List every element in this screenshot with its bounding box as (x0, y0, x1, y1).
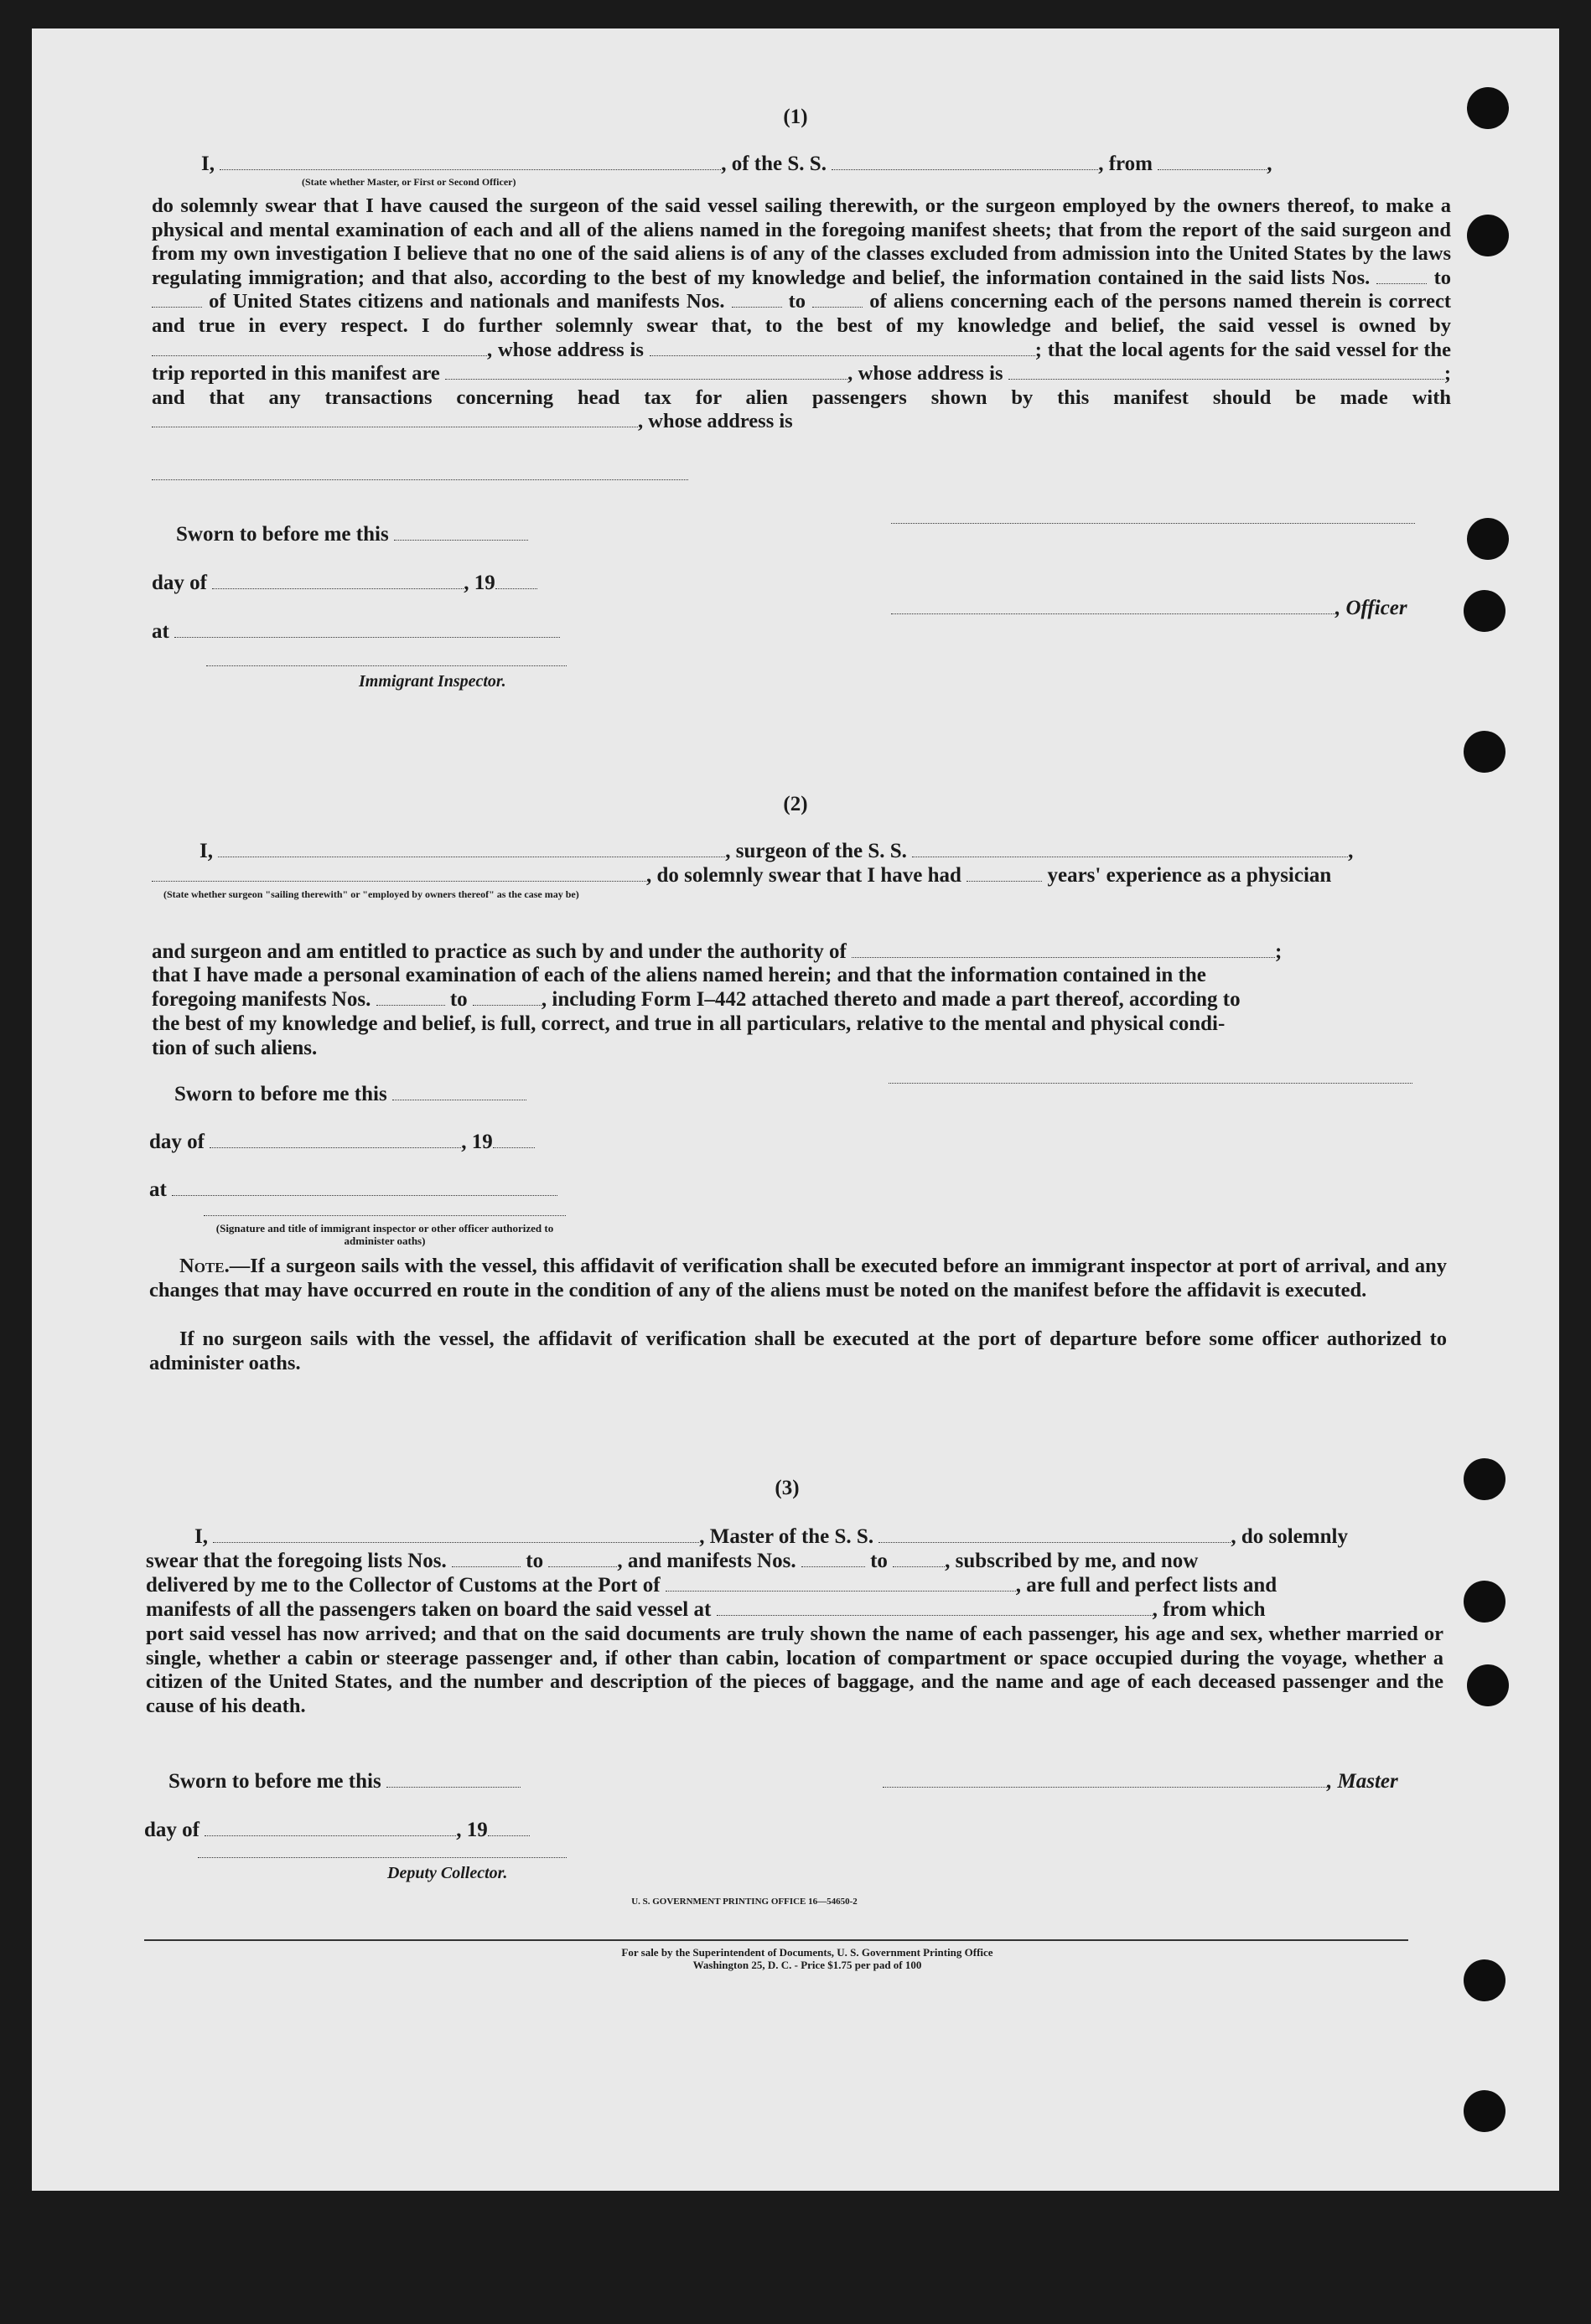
manifests-from-blank[interactable] (732, 290, 782, 308)
signature-blank[interactable] (891, 523, 1415, 524)
year-blank[interactable] (493, 1131, 535, 1148)
inspector-caption: Immigrant Inspector. (359, 672, 506, 691)
oath-body: port said vessel has now arrived; and that on the said documents are truly shown the name of each passenger, his age and sex, whether married or single, whether a cabin or steerage passenger and, if other than cabin, location of compartment or space occupied during the voyage, whether a citizen of the United States, and the number and description of the pieces of baggage, and the name and age of each deceased passenger and the cause of his death. (146, 1623, 1443, 1717)
text: passengers shown by this manifest should be made with (811, 386, 1452, 409)
text: , of the S. S. (721, 153, 827, 175)
departure-port-blank[interactable] (717, 1598, 1153, 1616)
agents-blank[interactable] (445, 362, 847, 380)
signature-note: (Signature and title of immigrant inspector or other officer authorized to administer oaths) (215, 1222, 554, 1247)
text: Sworn to before me this (174, 1083, 387, 1105)
text: , whose address is (487, 338, 644, 361)
note-paragraph: If no surgeon sails with the vessel, the affidavit of verification shall be executed at the port of departure before some officer authorized to administer oaths. (149, 1328, 1447, 1374)
agents-address-blank[interactable] (1008, 362, 1444, 380)
sworn-date-blank[interactable] (386, 1770, 521, 1788)
text: years' experience as a physician (1047, 864, 1332, 887)
oath-line (194, 1525, 1348, 1549)
oath-line: the best of my knowledge and belief, is full, correct, and true in all particulars, relative to the mental and physical condi- (152, 1012, 1226, 1035)
text: to (788, 290, 806, 313)
oath-line (200, 840, 1353, 863)
text: For sale by the Superintendent of Documents, U. S. Government Printing Office (621, 1946, 993, 1959)
text: manifests of all the passengers taken on board the said vessel at (146, 1598, 712, 1621)
text: , (847, 362, 853, 386)
month-blank[interactable] (205, 1819, 456, 1836)
footer-divider (144, 1939, 1408, 1941)
text: , whose address is (638, 410, 793, 433)
lists-from-blank[interactable] (1376, 267, 1427, 284)
punch-hole (1467, 518, 1509, 560)
place-blank[interactable] (174, 620, 560, 638)
collector-signature-blank[interactable] (198, 1857, 567, 1858)
sworn-date-blank[interactable] (392, 1083, 526, 1100)
text: , subscribed by me, and now (945, 1550, 1199, 1572)
section-number: (1) (783, 106, 808, 128)
oath-line (146, 1574, 1277, 1597)
year-blank[interactable] (495, 572, 537, 589)
surgeon-type-blank[interactable] (152, 864, 646, 882)
inspector-signature-blank[interactable] (206, 665, 567, 666)
text: I, (194, 1525, 208, 1548)
text: that the local agents for the said vessel for the trip reported in this manifest are (152, 338, 1452, 386)
surgeon-note: (State whether surgeon "sailing therewith" or "employed by owners thereof" as the case may be) (163, 888, 579, 900)
oath-line: that I have made a personal examination of each of the aliens named herein; and that the information contained in the (152, 964, 1206, 986)
lists-from-blank[interactable] (452, 1550, 521, 1567)
officer-signature-blank[interactable] (204, 1215, 566, 1216)
text: ; (1275, 940, 1283, 963)
oath-line (146, 1550, 1198, 1573)
year-blank[interactable] (488, 1819, 530, 1836)
text: , Master of the S. S. (699, 1525, 874, 1548)
text: , do solemnly swear that I have had (646, 864, 961, 887)
text: of aliens concerning each of the persons named therein is correct and true in every respect. I do further solemnly swear that, to the best of my knowledge and belief, the said vessel is owned by (152, 290, 1452, 337)
sworn-line (174, 1083, 526, 1106)
gpo-imprint: U. S. GOVERNMENT PRINTING OFFICE 16—54650-2 (631, 1897, 858, 1907)
vessel-blank[interactable] (912, 840, 1348, 857)
punch-hole (1464, 590, 1505, 632)
day-of-line (144, 1819, 530, 1842)
text: , are full and perfect lists and (1015, 1574, 1277, 1597)
text: , Officer (1335, 597, 1407, 619)
section-number: (2) (783, 793, 808, 815)
note-paragraph (149, 1255, 1447, 1302)
day-of-line (149, 1131, 535, 1154)
text: —If a surgeon sails with the vessel, this affidavit of verification shall be executed before an immigrant inspector at port of arrival, and any changes that may have occurred en route in the condition of any of the aliens must be noted on the manifest before the affidavit is executed. (149, 1255, 1447, 1302)
text: to (526, 1550, 544, 1572)
text: , 19 (461, 1131, 493, 1153)
officer-blank[interactable] (891, 597, 1335, 614)
manifests-from-blank[interactable] (376, 988, 445, 1006)
text: delivered by me to the Collector of Customs at the Port of (146, 1574, 661, 1597)
deputy-collector-caption: Deputy Collector. (387, 1864, 508, 1882)
month-blank[interactable] (210, 1131, 461, 1148)
address-blank[interactable] (152, 479, 688, 480)
signature-blank[interactable] (889, 1083, 1412, 1084)
text: I, (200, 840, 213, 862)
port-blank[interactable] (666, 1574, 1016, 1592)
text: at (152, 620, 169, 643)
text: , (1348, 840, 1354, 862)
sale-notice (367, 1946, 1247, 1971)
text: , (1267, 153, 1272, 175)
note-label: Note. (179, 1255, 230, 1277)
text: , surgeon of the S. S. (725, 840, 907, 862)
from-blank[interactable] (1158, 153, 1267, 170)
text: Sworn to before me this (176, 523, 389, 546)
vessel-blank[interactable] (832, 153, 1098, 170)
text: Washington 25, D. C. - Price $1.75 per pad of 100 (692, 1959, 922, 1971)
authority-blank[interactable] (852, 940, 1275, 958)
text: day of (144, 1819, 200, 1841)
oath-line (201, 153, 1272, 176)
lists-to-blank[interactable] (548, 1550, 617, 1567)
sworn-date-blank[interactable] (394, 523, 528, 541)
text: day of (149, 1131, 205, 1153)
text: whose address is (858, 362, 1003, 386)
name-blank[interactable] (213, 1525, 699, 1543)
place-blank[interactable] (172, 1178, 557, 1196)
sworn-line (176, 523, 528, 546)
oath-body (152, 194, 1451, 434)
text: day of (152, 572, 207, 594)
manifests-to-blank[interactable] (473, 988, 542, 1006)
oath-line (152, 864, 1331, 888)
years-blank[interactable] (967, 864, 1042, 882)
sworn-line (168, 1770, 521, 1793)
manifests-to-blank[interactable] (812, 290, 863, 308)
owner-address-blank[interactable] (650, 339, 1035, 356)
name-blank[interactable] (218, 840, 725, 857)
text: to (870, 1550, 888, 1572)
text: and surgeon and am entitled to practice as such by and under the authority of (152, 940, 847, 963)
manifests-from-blank[interactable] (801, 1550, 865, 1567)
section-number: (3) (775, 1477, 800, 1499)
text: of United States citizens and nationals and manifests Nos. (209, 290, 725, 313)
owner-blank[interactable] (152, 339, 487, 356)
oath-line (146, 1598, 1266, 1622)
lists-to-blank[interactable] (152, 290, 202, 308)
text: foregoing manifests Nos. (152, 988, 371, 1011)
month-blank[interactable] (212, 572, 464, 589)
text: to (449, 988, 468, 1011)
master-note: (State whether Master, or First or Second Officer) (302, 176, 516, 188)
manifests-to-blank[interactable] (893, 1550, 945, 1567)
text: , 19 (464, 572, 495, 594)
head-tax-blank[interactable] (152, 410, 638, 427)
at-line (149, 1178, 557, 1202)
text: to (1433, 266, 1452, 289)
at-line (152, 620, 560, 644)
text: swear that the foregoing lists Nos. (146, 1550, 447, 1572)
day-of-line (152, 572, 537, 595)
oath-line: tion of such aliens. (152, 1037, 318, 1059)
text: Sworn to before me this (168, 1770, 381, 1793)
text: do solemnly swear that I have caused the surgeon of the said vessel sailing therewith, or the surgeon employed by the owners thereof, to make a physical and mental examination of each and all of the aliens named in the foregoing manifest sheets; that from the report of the said surgeon and from my own investigation I believe that no one of the said aliens is of any of the classes excluded from admission into the United States by the laws regulating immigration; and that also, according to the best of my knowledge and belief, the information contained in the said lists Nos. (152, 194, 1451, 289)
master-signature-blank[interactable] (883, 1770, 1327, 1788)
text: ; (1034, 338, 1042, 361)
text: I, (201, 153, 215, 175)
text: , from which (1152, 1598, 1266, 1621)
text: , and manifests Nos. (617, 1550, 796, 1572)
text: , 19 (456, 1819, 488, 1841)
vessel-blank[interactable] (878, 1525, 1231, 1543)
form-page (32, 28, 1559, 2191)
punch-hole (1464, 731, 1505, 773)
text: ; and that any transactions concerning head tax for alien (152, 362, 1452, 409)
punch-hole (1467, 215, 1509, 256)
oath-line (152, 940, 1282, 964)
master-line (883, 1770, 1398, 1793)
oath-line (152, 988, 1241, 1012)
punch-hole (1464, 1581, 1505, 1623)
punch-hole (1464, 2090, 1505, 2132)
punch-hole (1467, 1664, 1509, 1706)
text: , Master (1327, 1770, 1398, 1793)
name-blank[interactable] (220, 153, 721, 170)
text: , from (1098, 153, 1153, 175)
text: , including Form I–442 attached thereto and made a part thereof, according to (541, 988, 1241, 1011)
text: at (149, 1178, 167, 1201)
punch-hole (1464, 1959, 1505, 2001)
text: , do solemnly (1231, 1525, 1348, 1548)
officer-line (891, 597, 1407, 620)
